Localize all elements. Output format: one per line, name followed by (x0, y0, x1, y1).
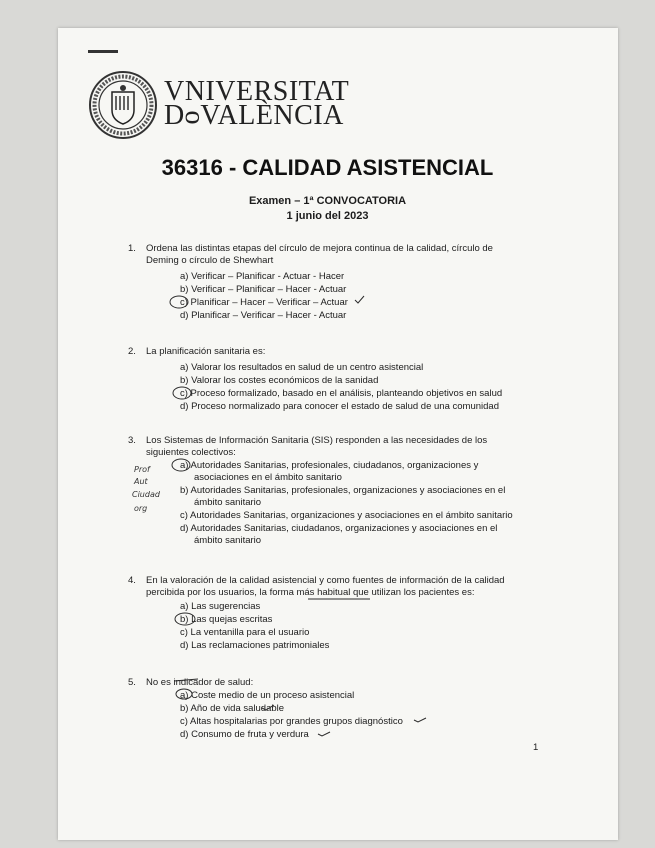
page-number: 1 (533, 742, 539, 753)
margin-note: org (134, 504, 148, 513)
option-c[interactable]: c) Planificar – Hacer – Verificar – Actuar (180, 297, 348, 308)
option-b[interactable]: b) Año de vida saludable (180, 703, 285, 714)
question-text-line: Ordena las distintas etapas del círculo de mejora continua de la calidad, círculo de (146, 243, 493, 254)
question-text-line: En la valoración de la calidad asistencial y como fuentes de información de la calidad (146, 575, 505, 586)
question-text-line: siguientes colectivos: (146, 447, 236, 458)
question-text-line: No es indicador de salud: (146, 677, 254, 688)
option-a[interactable]: a) Autoridades Sanitarias, profesionales, ciudadanos, organizaciones y (180, 460, 479, 471)
question-number: 5. (128, 677, 136, 688)
question-text-line: La planificación sanitaria es: (146, 346, 266, 357)
option-b[interactable]: b) Valorar los costes económicos de la sanidad (180, 375, 379, 386)
question-number: 3. (128, 435, 136, 446)
option-d-continued: ámbito sanitario (194, 535, 262, 546)
option-c[interactable]: c) Altas hospitalarias por grandes grupos diagnóstico (180, 716, 403, 727)
exam-date: 1 junio del 2023 (286, 210, 369, 222)
question-text-line: Los Sistemas de Información Sanitaria (SIS) responden a las necesidades de los (146, 435, 488, 446)
university-name-line2: DᴑVALÈNCIA (164, 100, 344, 131)
question-number: 1. (128, 243, 136, 254)
option-c[interactable]: c) Autoridades Sanitarias, organizaciones y asociaciones en el ámbito sanitario (180, 510, 513, 521)
margin-note: Prof (134, 465, 150, 474)
question-number: 2. (128, 346, 136, 357)
university-name-line1: VNIVERSITAT (164, 76, 350, 107)
option-a[interactable]: a) Valorar los resultados en salud de un centro asistencial (180, 362, 424, 373)
answer-circle-mark (172, 459, 190, 471)
option-d[interactable]: d) Consumo de fruta y verdura (180, 729, 309, 740)
option-d[interactable]: d) Las reclamaciones patrimoniales (180, 640, 330, 651)
option-a[interactable]: a) Las sugerencias (180, 601, 261, 612)
check-mark-icon (355, 296, 364, 303)
question-text-line: Deming o círculo de Shewhart (146, 255, 274, 266)
check-mark-icon (262, 705, 274, 710)
answer-circle-mark (170, 296, 188, 308)
option-b-continued: ámbito sanitario (194, 497, 262, 508)
option-c[interactable]: c) Proceso formalizado, basado en el análisis, planteando objetivos en salud (180, 388, 503, 399)
strike-mark (174, 679, 198, 681)
option-d[interactable]: d) Planificar – Verificar – Hacer - Actuar (180, 310, 347, 321)
answer-circle-mark (173, 387, 191, 399)
question-number: 4. (128, 575, 136, 586)
option-a[interactable]: a) Verificar – Planificar - Actuar - Hacer (180, 271, 345, 282)
option-d[interactable]: d) Proceso normalizado para conocer el estado de salud de una comunidad (180, 401, 499, 412)
exam-call: Examen – 1ª CONVOCATORIA (248, 195, 407, 207)
margin-note: Aut (134, 477, 148, 486)
answer-circle-mark (176, 689, 192, 699)
option-b[interactable]: b) Las quejas escritas (180, 614, 273, 625)
option-b[interactable]: b) Autoridades Sanitarias, profesionales, organizaciones y asociaciones en el (180, 485, 506, 496)
option-a-continued: asociaciones en el ámbito sanitario (194, 472, 342, 483)
option-b[interactable]: b) Verificar – Planificar – Hacer - Actuar (180, 284, 347, 295)
answer-circle-mark (175, 613, 195, 625)
option-a[interactable]: a) Coste medio de un proceso asistencial (180, 690, 355, 701)
margin-note: Ciudad (132, 490, 160, 499)
option-d[interactable]: d) Autoridades Sanitarias, ciudadanos, organizaciones y asociaciones en el (180, 523, 498, 534)
check-mark-icon (318, 732, 330, 736)
option-c[interactable]: c) La ventanilla para el usuario (180, 627, 310, 638)
question-text-line: percibida por los usuarios, la forma más habitual que utilizan los pacientes es: (146, 587, 475, 598)
course-title: 36316 - CALIDAD ASISTENCIAL (161, 155, 494, 180)
check-mark-icon (414, 718, 426, 722)
